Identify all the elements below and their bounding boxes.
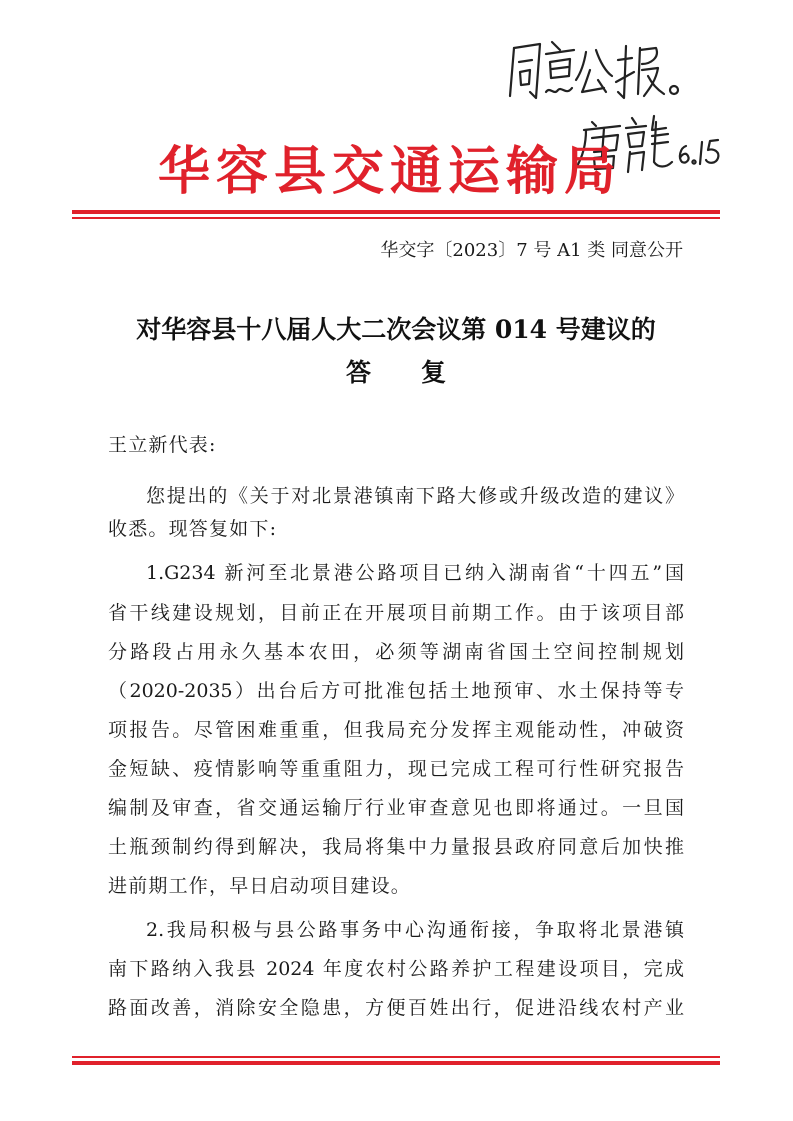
paragraph-line: 进前期工作，早日启动项目建设。 bbox=[108, 875, 412, 897]
paragraph-line: 土瓶颈制约得到解决，我局将集中力量报县政府同意后加快推 bbox=[108, 836, 684, 858]
paragraph-line: 1.G234 新河至北景港公路项目已纳入湖南省“十四五”国 bbox=[146, 562, 684, 584]
document-title-line1: 对华容县十八届人大二次会议第 014 号建议的 bbox=[136, 315, 656, 344]
paragraph-line: 您提出的《关于对北景港镇南下路大修或升级改造的建议》 bbox=[146, 485, 684, 507]
document-title-line2: 答 复 bbox=[345, 358, 446, 387]
header-rule-thick bbox=[72, 210, 720, 214]
paragraph-line: 路面改善，消除安全隐患，方便百姓出行，促进沿线农村产业 bbox=[108, 997, 684, 1019]
document-number: 华交字〔2023〕7 号 A1 类 同意公开 bbox=[380, 240, 683, 261]
header-rule-thin bbox=[72, 217, 720, 219]
paragraph-line: 分路段占用永久基本农田，必须等湖南省国土空间控制规划 bbox=[108, 641, 684, 663]
paragraph-line: 省干线建设规划，目前正在开展项目前期工作。由于该项目部 bbox=[108, 602, 684, 624]
salutation: 王立新代表: bbox=[108, 434, 217, 456]
paragraph-line: 收悉。现答复如下: bbox=[108, 518, 278, 540]
organization-letterhead: 华容县交通运输局 bbox=[157, 142, 622, 202]
paragraph-line: 项报告。尽管困难重重，但我局充分发挥主观能动性，冲破资 bbox=[108, 719, 684, 741]
paragraph-line: 编制及审查，省交通运输厅行业审查意见也即将通过。一旦国 bbox=[108, 797, 684, 819]
footer-rule-thick bbox=[72, 1061, 720, 1065]
paragraph-line: 金短缺、疫情影响等重重阻力，现已完成工程可行性研究报告 bbox=[108, 758, 684, 780]
paragraph-line: 南下路纳入我县 2024 年度农村公路养护工程建设项目，完成 bbox=[108, 958, 684, 980]
paragraph-line: 2.我局积极与县公路事务中心沟通衔接，争取将北景港镇 bbox=[146, 919, 684, 941]
paragraph-line: （2020-2035）出台后方可批准包括土地预审、水土保持等专 bbox=[108, 680, 684, 702]
footer-rule-thin bbox=[72, 1056, 720, 1058]
